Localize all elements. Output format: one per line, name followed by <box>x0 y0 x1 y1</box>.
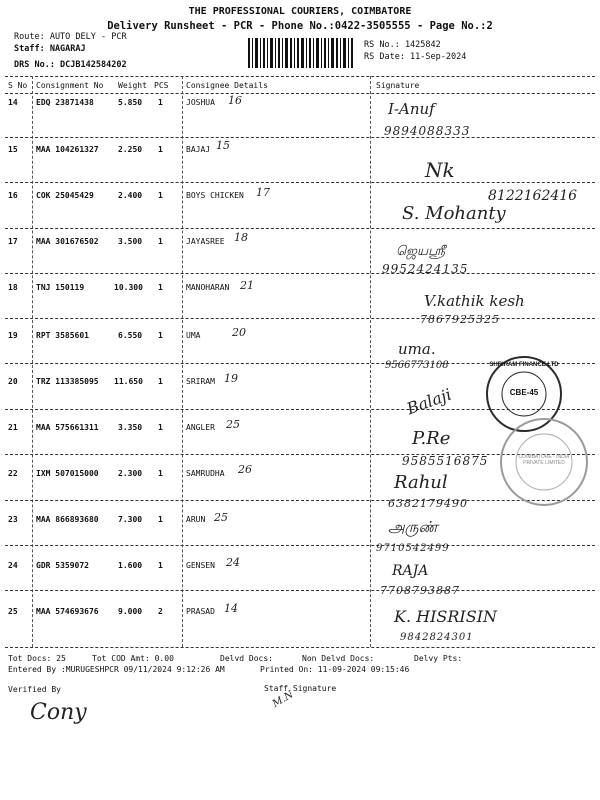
entered-by: Entered By :MURUGESHPCR 09/11/2024 9:12:26 AM <box>8 665 225 674</box>
row-weight: 5.850 <box>118 98 143 107</box>
col-consignment: Consignment No <box>36 81 104 90</box>
row-consignee: ANGLER <box>186 423 215 432</box>
row-consignee: SRIRAM <box>186 377 215 386</box>
row-weight: 3.350 <box>118 423 143 432</box>
row-signature: அருண் <box>388 518 438 536</box>
delivery-points: Delvy Pts: <box>414 654 463 663</box>
total-docs: Tot Docs: 25 <box>8 654 66 663</box>
row-sno: 25 <box>8 607 18 616</box>
row-note: 26 <box>238 463 252 476</box>
row-phone: 6382179490 <box>388 497 468 510</box>
row-signature: P.Re <box>412 428 451 449</box>
row-signature: V.kathik kesh <box>424 292 525 310</box>
row-pcs: 1 <box>158 98 163 107</box>
verified-by-label: Verified By <box>8 685 61 694</box>
row-consignment: MAA 574693676 <box>36 607 99 616</box>
row-consignment: IXM 507015000 <box>36 469 99 478</box>
row-pcs: 1 <box>158 191 163 200</box>
col-weight: Weight <box>118 81 147 90</box>
route-label: Route: AUTO DELY - PCR <box>14 32 127 42</box>
row-note: 16 <box>228 94 242 107</box>
row-signature: Balaji <box>404 384 454 419</box>
row-consignee: SAMRUDHA <box>186 469 225 478</box>
row-sno: 16 <box>8 191 18 200</box>
row-phone: 7867925325 <box>420 313 500 326</box>
row-pcs: 1 <box>158 283 163 292</box>
row-note: 18 <box>234 231 248 244</box>
row-note: 14 <box>224 602 238 615</box>
row-weight: 1.600 <box>118 561 143 570</box>
row-weight: 2.300 <box>118 469 143 478</box>
row-phone: 8122162416 <box>488 188 578 204</box>
col-sno: S No <box>8 81 28 90</box>
col-signature: Signature <box>376 81 420 90</box>
row-signature: RAJA <box>392 563 429 579</box>
row-consignee: UMA <box>186 331 201 340</box>
row-note: 17 <box>256 186 270 199</box>
row-pcs: 1 <box>158 237 163 246</box>
row-consignee: BOYS CHICKEN <box>186 191 244 200</box>
row-pcs: 1 <box>158 515 163 524</box>
row-phone: 9566773108 <box>385 360 449 371</box>
row-note: 25 <box>214 511 228 524</box>
non-delivered-docs: Non Delvd Docs: <box>302 654 375 663</box>
row-note: 15 <box>216 139 230 152</box>
row-pcs: 1 <box>158 423 163 432</box>
row-consignment: MAA 301676502 <box>36 237 99 246</box>
row-pcs: 1 <box>158 377 163 386</box>
row-phone: 9894088333 <box>384 124 471 138</box>
row-sno: 24 <box>8 561 18 570</box>
printed-on: Printed On: 11-09-2024 09:15:46 <box>260 665 410 674</box>
row-consignee: ARUN <box>186 515 206 524</box>
row-sno: 21 <box>8 423 18 432</box>
row-signature: uma. <box>398 340 436 358</box>
row-sno: 20 <box>8 377 18 386</box>
row-consignment: GDR 5359072 <box>36 561 89 570</box>
runsheet-title: Delivery Runsheet - PCR - Phone No.:0422-3505555 - Page No.:2 <box>107 20 493 32</box>
row-sno: 18 <box>8 283 18 292</box>
row-consignment: RPT 3585601 <box>36 331 89 340</box>
barcode-image <box>248 38 356 68</box>
row-sno: 19 <box>8 331 18 340</box>
row-weight: 7.300 <box>118 515 143 524</box>
stamp-center-text: CBE-45 <box>509 388 539 397</box>
row-pcs: 1 <box>158 331 163 340</box>
drs-number: DRS No.: DCJB142584202 <box>14 60 127 70</box>
stamp-text: SHRIRAM FINANCE LTD <box>489 362 559 368</box>
row-pcs: 1 <box>158 145 163 154</box>
row-signature: I-Anuf <box>388 100 435 118</box>
row-consignee: PRASAD <box>186 607 215 616</box>
row-signature: Rahul <box>394 472 448 493</box>
row-weight: 10.300 <box>114 283 143 292</box>
row-consignment: MAA 575661311 <box>36 423 99 432</box>
row-phone: 9842824301 <box>400 632 474 643</box>
delivered-docs: Delvd Docs: <box>220 654 273 663</box>
row-note: 25 <box>226 418 240 431</box>
row-signature: Nk <box>425 158 455 182</box>
row-signature: S. Mohanty <box>402 203 506 224</box>
row-weight: 9.000 <box>118 607 143 616</box>
row-phone: 7708793887 <box>380 584 460 597</box>
col-consignee: Consignee Details <box>186 81 268 90</box>
row-pcs: 2 <box>158 607 163 616</box>
row-phone: 9710542499 <box>376 543 450 554</box>
row-weight: 2.400 <box>118 191 143 200</box>
row-consignee: GENSEN <box>186 561 215 570</box>
row-weight: 11.650 <box>114 377 143 386</box>
row-sno: 23 <box>8 515 18 524</box>
row-note: 24 <box>226 556 240 569</box>
row-consignment: TRZ 113385095 <box>36 377 99 386</box>
row-phone: 9585516875 <box>402 454 489 468</box>
row-note: 20 <box>232 326 246 339</box>
row-phone: 9952424135 <box>382 262 469 276</box>
staff-label: Staff: NAGARAJ <box>14 44 86 54</box>
row-sno: 17 <box>8 237 18 246</box>
staff-signature-label: Staff Signature <box>264 684 337 693</box>
company-seal-stamp <box>500 418 588 506</box>
verified-signature: Cony <box>30 700 87 725</box>
row-sno: 14 <box>8 98 18 107</box>
col-pcs: PCS <box>154 81 169 90</box>
row-consignment: COK 25045429 <box>36 191 94 200</box>
row-weight: 2.250 <box>118 145 143 154</box>
row-consignment: MAA 866893680 <box>36 515 99 524</box>
row-signature: ஜெயஸ்ரீ <box>396 244 446 259</box>
row-weight: 6.550 <box>118 331 143 340</box>
row-consignee: BAJAJ <box>186 145 211 154</box>
row-consignee: JOSHUA <box>186 98 215 107</box>
row-sno: 15 <box>8 145 18 154</box>
row-pcs: 1 <box>158 561 163 570</box>
row-note: 19 <box>224 372 238 385</box>
staff-signature: M.N <box>270 689 296 710</box>
rs-date: RS Date: 11-Sep-2024 <box>364 52 467 62</box>
rs-number: RS No.: 1425842 <box>364 40 441 50</box>
row-consignee: JAYASREE <box>186 237 225 246</box>
row-signature: K. HISRISIN <box>394 607 498 626</box>
row-consignee: MANOHARAN <box>186 283 230 292</box>
seal-text: COIMBATORE · INDIA PRIVATE LIMITED <box>518 454 570 466</box>
total-cod: Tot COD Amt: 0.00 <box>92 654 174 663</box>
row-note: 21 <box>240 279 254 292</box>
row-weight: 3.500 <box>118 237 143 246</box>
row-consignment: MAA 104261327 <box>36 145 99 154</box>
row-consignment: TNJ 150119 <box>36 283 85 292</box>
company-name: THE PROFESSIONAL COURIERS, COIMBATORE <box>188 6 412 17</box>
row-sno: 22 <box>8 469 18 478</box>
row-consignment: EDQ 23871438 <box>36 98 94 107</box>
row-pcs: 1 <box>158 469 163 478</box>
